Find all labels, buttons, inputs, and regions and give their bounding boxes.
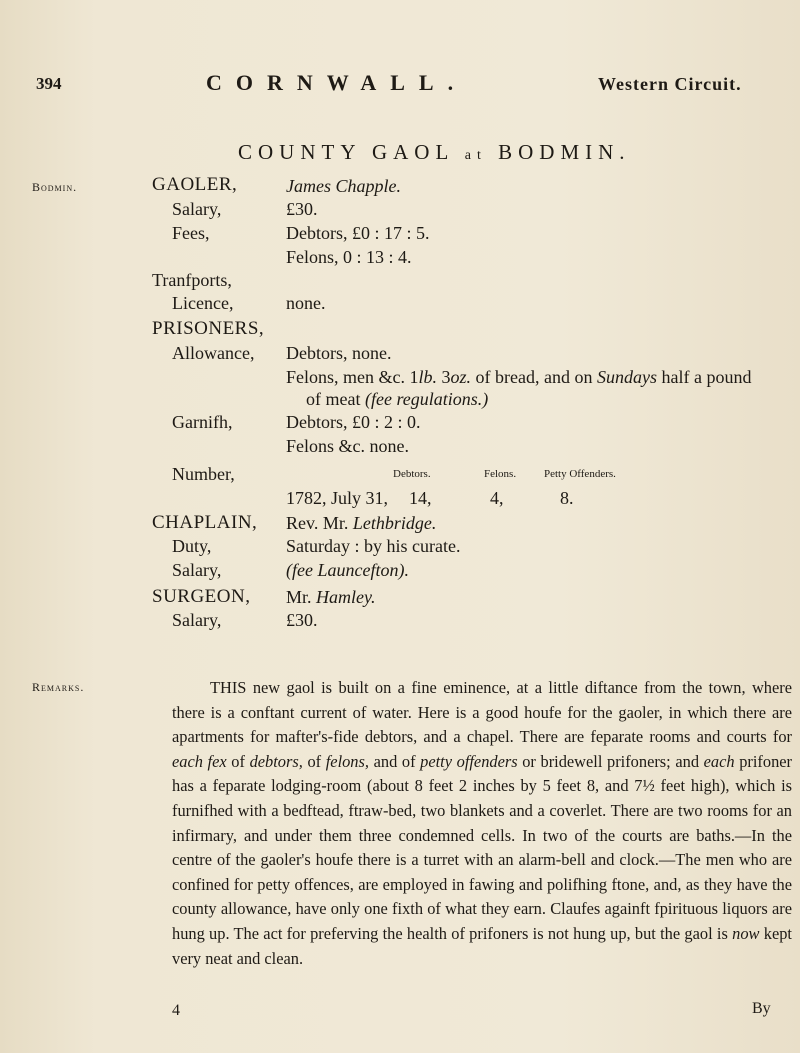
signature-mark: 4: [172, 1002, 180, 1019]
title-part-1: COUNTY GAOL: [238, 140, 454, 164]
number-debtors: 14,: [409, 488, 432, 508]
surgeon-salary: £30.: [286, 610, 318, 630]
gaoler-heading: GAOLER,: [152, 174, 238, 195]
surgeon-heading: SURGEON,: [152, 586, 251, 607]
number-date: 1782, July 31,: [286, 488, 389, 508]
garnish-felons: Felons &c. none.: [286, 436, 409, 456]
circuit-heading: Western Circuit.: [598, 74, 742, 94]
prisoners-heading: PRISONERS,: [152, 318, 265, 339]
gaoler-licence-label: Licence,: [172, 293, 234, 313]
garnish-debtors: Debtors, £0 : 2 : 0.: [286, 412, 421, 432]
page-number: 394: [36, 74, 62, 93]
chaplain-salary-label: Salary,: [172, 560, 222, 580]
chaplain-duty: Saturday : by his curate.: [286, 536, 461, 556]
number-col-debtors: Debtors.: [393, 468, 431, 480]
margin-remarks: Remarks.: [32, 680, 85, 694]
catchword: By: [752, 1000, 771, 1017]
title-part-3: BODMIN.: [498, 140, 631, 164]
allowance-meat: of meat (fee regulations.): [306, 389, 489, 409]
gaoler-transports-label: Tranfports,: [152, 270, 232, 290]
gaoler-fees-felons: Felons, 0 : 13 : 4.: [286, 247, 412, 267]
allowance-label: Allowance,: [172, 343, 255, 363]
number-col-petty: Petty Offenders.: [544, 468, 616, 480]
gaoler-salary: £30.: [286, 199, 318, 219]
chaplain-heading: CHAPLAIN,: [152, 512, 258, 533]
running-title: CORNWALL.: [206, 70, 468, 95]
number-col-felons: Felons.: [484, 468, 517, 480]
number-petty: 8.: [560, 488, 574, 508]
gaoler-licence: none.: [286, 293, 326, 313]
chaplain-duty-label: Duty,: [172, 536, 212, 556]
number-felons: 4,: [490, 488, 504, 508]
chaplain-salary: (fee Launcefton).: [286, 560, 409, 580]
chaplain-name: Rev. Mr. Lethbridge.: [286, 513, 437, 533]
surgeon-salary-label: Salary,: [172, 610, 222, 630]
allowance-felons: Felons, men &c. 1lb. 3oz. of bread, and on Sundays half a pound: [286, 367, 752, 387]
gaoler-salary-label: Salary,: [172, 199, 222, 219]
gaoler-fees-label: Fees,: [172, 223, 210, 243]
number-label: Number,: [172, 464, 235, 484]
remarks-paragraph: THIS new gaol is built on a fine eminence, at a little diftance from the town, where there is a conftant current of water. Here is a good houfe for the gaoler, in which there are apartments for mafter's-fide debtors, and a chapel. There are feparate rooms and courts for each fex of debtors, of felons, and of petty offenders or bridewell prifoners; and each prifoner has a feparate lodging-room (about 8 feet 2 inches by 5 feet 8, and 7½ feet high), which is furnifhed with a bedftead, ftraw-bed, two blankets and a coverlet. There are two rooms for an infirmary, and under them three condemned cells. In two of the courts are baths.—In the centre of the gaoler's houfe there is a turret with an alarm-bell and clock.—The men who are confined for petty offences, are employed in fawing and polifhing ftone, and, as they have the county allowance, have only one fixth of what they earn. Claufes againft fpirituous liquors are hung up. The act for preferving the health of prifoners is not hung up, but the gaol is now kept very neat and clean.: [172, 678, 792, 968]
garnish-label: Garnifh,: [172, 412, 233, 432]
gaoler-fees-debtors: Debtors, £0 : 17 : 5.: [286, 223, 430, 243]
gaoler-name: James Chapple.: [286, 176, 401, 196]
title-part-2: at: [464, 148, 487, 163]
surgeon-name: Mr. Hamley.: [286, 587, 376, 607]
allowance-debtors: Debtors, none.: [286, 343, 392, 363]
margin-place: Bodmin.: [32, 180, 78, 194]
section-title: [238, 140, 631, 165]
